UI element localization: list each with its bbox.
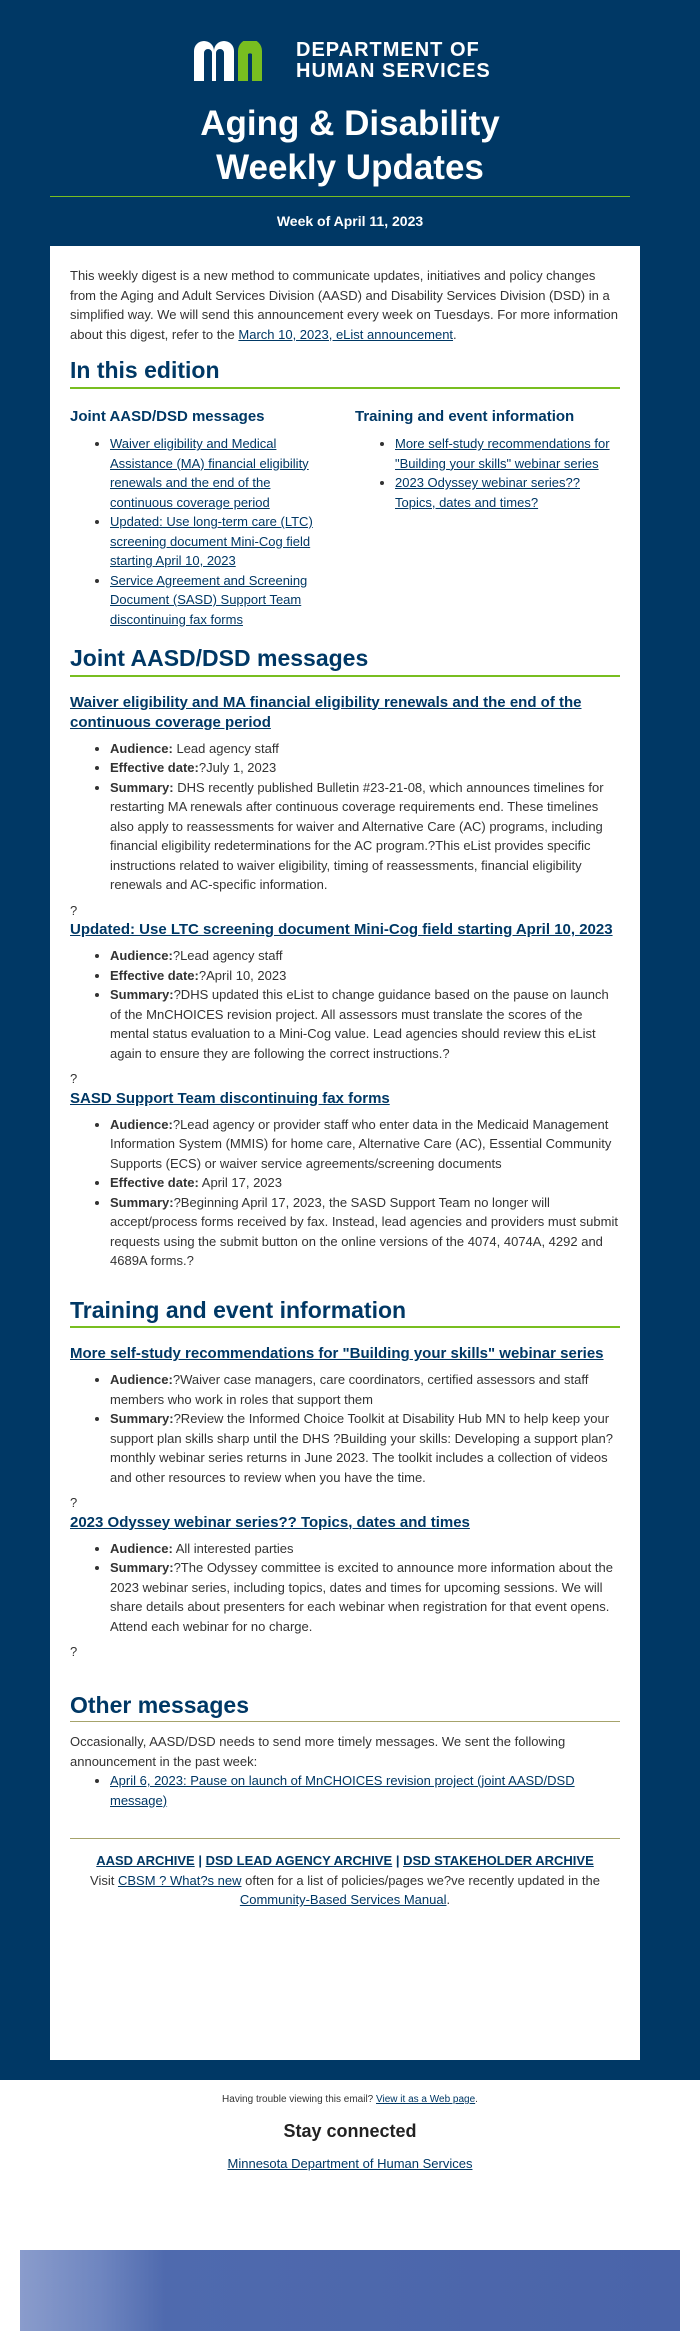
edition-col1-heading: Joint AASD/DSD messages [70, 407, 265, 425]
article-title [70, 1089, 620, 1109]
visit-text: Visit [90, 1872, 118, 1888]
date-value: ?April 10, 2023 [198, 967, 287, 983]
toc-link-self-study[interactable]: More self-study recommendations for "Building your skills" webinar series [395, 436, 610, 471]
mn-dhs-link[interactable]: Minnesota Department of Human Services [227, 2156, 473, 2171]
date-label: Effective date: [110, 1175, 199, 1190]
trouble-viewing [0, 2094, 700, 2105]
summary-label: Summary: [110, 779, 174, 795]
summary-label: Summary: [110, 1194, 174, 1210]
footer-end: . [446, 1892, 451, 1907]
logo-text [296, 40, 491, 82]
other-heading: Other messages [70, 1691, 249, 1718]
edition-col2-heading: Training and event information [355, 407, 575, 425]
audience-value: ?Lead agency or provider staff who enter data in the Medicaid Management Information System (MMIS) for home care, Alternative Care (AC), Essential Community Supports (ECS) or waiver service agreements/screening documents [110, 1116, 612, 1171]
view-web-page-link[interactable]: View it as a Web page [376, 2094, 476, 2105]
edition-heading: In this edition [70, 357, 220, 383]
page-title [0, 102, 700, 190]
list-item [110, 966, 620, 986]
placeholder-mark: ? [70, 1495, 78, 1510]
mn-dhs-link-wrap [0, 2156, 700, 2171]
trouble-end: . [475, 2094, 478, 2105]
summary-value: ?Review the Informed Choice Toolkit at Disability Hub MN to help keep your support plan skills sharp until the DHS ?Building your skills: Developing a support plan? monthly webinar series returns in June 2023. The toolkit includes a collection of videos and other resources to review when you have the time. [110, 1411, 613, 1485]
training-heading-block [70, 1296, 620, 1329]
audience-label: Audience: [110, 740, 173, 756]
article-details [70, 1115, 620, 1271]
toc-link-waiver-eligibility[interactable]: Waiver eligibility and Medical Assistance (MA) financial eligibility renewals and the end of the continuous coverage period [110, 436, 309, 510]
dhs-logo[interactable] [194, 40, 491, 82]
toc-link-odyssey[interactable]: 2023 Odyssey webinar series?? Topics, dates and times? [395, 475, 580, 510]
archive-links [70, 1851, 620, 1871]
cbsm-manual-link[interactable]: Community-Based Services Manual [239, 1892, 447, 1907]
cbsm-whats-new-link[interactable]: CBSM ? What?s new [117, 1872, 242, 1888]
edition-col1-list [70, 434, 335, 629]
list-item [110, 1115, 620, 1174]
logo-line-1: DEPARTMENT OF [296, 39, 480, 61]
article-details [70, 1539, 620, 1637]
mnchoices-pause-link[interactable]: April 6, 2023: Pause on launch of MnCHOICES revision project (joint AASD/DSD message) [110, 1773, 575, 1808]
week-label: Week of April 11, 2023 [276, 213, 424, 229]
audience-value: ?Lead agency staff [172, 948, 283, 963]
list-item [110, 778, 620, 895]
list-item [395, 473, 620, 512]
list-item [110, 946, 620, 966]
summary-value: ?The Odyssey committee is excited to announce more information about the 2023 webinar series, including topics, dates and times for upcoming sessions. We will share details about presenters for each webinar when registration for that event opens. Attend each webinar for no charge. [110, 1560, 613, 1634]
list-item [110, 1539, 620, 1559]
list-item [110, 739, 620, 759]
header-divider [50, 196, 630, 197]
edition-col-joint [70, 407, 335, 630]
other-divider [70, 1721, 620, 1722]
list-item [110, 985, 620, 1063]
title-line-2: Weekly Updates [216, 148, 484, 187]
list-item [110, 571, 335, 630]
mn-logo-icon [194, 41, 282, 81]
separator: | [194, 1853, 206, 1868]
footer-mid-text: often for a list of policies/pages we?ve recently updated in the [241, 1872, 600, 1888]
placeholder-mark: ? [70, 1071, 78, 1086]
placeholder-mark: ? [70, 902, 78, 918]
intro-text: This weekly digest is a new method to communicate updates, initiatives and policy changes from the Aging and Adult Services Division (AASD) and Disability Services Division (DSD) in a simplified way. We will send this announcement every week on Tuesdays. For more information about this digest, refer to the [70, 268, 618, 342]
joint-heading-block [70, 645, 620, 677]
audience-value: ?Waiver case managers, care coordinators, certified assessors and staff members who work in roles that support them [110, 1372, 589, 1407]
article-link-waiver-eligibility[interactable]: Waiver eligibility and MA financial eligibility renewals and the end of the continuous coverage period [70, 693, 582, 731]
dsd-stakeholder-archive-link[interactable]: DSD STAKEHOLDER ARCHIVE [403, 1853, 594, 1868]
footer-note [70, 1871, 620, 1910]
stay-connected-heading: Stay connected [283, 2121, 417, 2141]
article-details [70, 739, 620, 895]
toc-link-sasd-fax[interactable]: Service Agreement and Screening Document (SASD) Support Team discontinuing fax forms [110, 572, 308, 627]
intro-end: . [453, 326, 457, 342]
title-line-1: Aging & Disability [200, 104, 500, 143]
dsd-lead-agency-archive-link[interactable]: DSD LEAD AGENCY ARCHIVE [205, 1853, 393, 1868]
logo-line-2: HUMAN SERVICES [296, 60, 491, 82]
date-value: ?July 1, 2023 [198, 760, 277, 775]
list-item [110, 758, 620, 778]
audience-label: Audience: [110, 1116, 173, 1132]
date-value: April 17, 2023 [198, 1175, 282, 1190]
edition-col2-list [355, 434, 620, 512]
article-details [70, 1370, 620, 1487]
list-item [110, 434, 335, 512]
list-item [110, 1173, 620, 1193]
audience-value: All interested parties [172, 1540, 294, 1556]
audience-value: Lead agency staff [172, 740, 279, 756]
joint-heading: Joint AASD/DSD messages [70, 645, 369, 671]
other-text: Occasionally, AASD/DSD needs to send more timely messages. We sent the following announcement in the past week: [70, 1734, 566, 1769]
article-title [70, 1344, 620, 1364]
audience-label: Audience: [110, 948, 173, 963]
summary-label: Summary: [110, 987, 174, 1002]
list-item [110, 512, 335, 571]
footer-divider [70, 1838, 620, 1839]
article-title [70, 693, 620, 733]
edition-col-training [355, 407, 620, 630]
edition-heading-block [70, 357, 620, 389]
list-item [110, 1409, 620, 1487]
article-link-odyssey[interactable]: 2023 Odyssey webinar series?? Topics, dates and times [70, 1513, 470, 1531]
date-label: Effective date: [110, 760, 199, 775]
summary-value: ?DHS updated this eList to change guidance based on the pause on launch of the MnCHOICES revision project. All assessors must translate the scores of the mental status evaluation to a Mini-Cog value. Lead agencies should review this eList again to ensure they are following the correct instructions.? [110, 987, 609, 1061]
article-title [70, 1513, 620, 1533]
elist-announcement-link[interactable]: March 10, 2023, eList announcement [238, 326, 454, 342]
audience-label: Audience: [110, 1372, 173, 1387]
audience-label: Audience: [110, 1540, 173, 1556]
article-details [70, 946, 620, 1063]
article-link-self-study[interactable]: More self-study recommendations for "Building your skills" webinar series [70, 1345, 604, 1362]
article-title [70, 920, 620, 940]
other-list [70, 1771, 620, 1810]
list-item [110, 1771, 620, 1810]
summary-label: Summary: [110, 1411, 174, 1426]
list-item [110, 1370, 620, 1409]
summary-value: ?Beginning April 17, 2023, the SASD Support Team no longer will accept/process forms received by fax. Instead, lead agencies and providers must submit requests using the submit button on the online versions of the 4074, 4074A, 4292 and 4689A forms.? [110, 1194, 618, 1268]
date-label: Effective date: [110, 967, 199, 983]
edition-columns [70, 407, 620, 630]
article-link-mini-cog[interactable]: Updated: Use LTC screening document Mini-Cog field starting April 10, 2023 [70, 921, 613, 938]
content-panel [50, 246, 640, 2060]
training-heading: Training and event information [70, 1296, 407, 1323]
aasd-archive-link[interactable]: AASD ARCHIVE [96, 1853, 195, 1868]
placeholder-mark: ? [70, 1644, 78, 1659]
summary-label: Summary: [110, 1560, 174, 1575]
email-footer [0, 2080, 700, 2171]
separator: | [392, 1853, 404, 1868]
bottom-banner-image [20, 2250, 680, 2331]
toc-link-mini-cog[interactable]: Updated: Use long-term care (LTC) screening document Mini-Cog field starting April 10, 2023 [110, 514, 313, 568]
list-item [110, 1193, 620, 1271]
list-item [110, 1558, 620, 1636]
intro-paragraph [70, 266, 620, 344]
list-item [395, 434, 620, 473]
article-link-sasd-fax[interactable]: SASD Support Team discontinuing fax forms [70, 1089, 390, 1107]
trouble-text: Having trouble viewing this email? [222, 2094, 377, 2105]
summary-value: DHS recently published Bulletin #23-21-08, which announces timelines for restarting MA renewals after continuous coverage requirements end. These timelines also apply to reassessments for waiver and Alternative Care (AC) programs, including financial eligibility redeterminations for the AC program.?This eList provides specific instructions related to waiver eligibility, timing of reassessments, financial eligibility renewals and AC-specific information. [110, 779, 604, 892]
